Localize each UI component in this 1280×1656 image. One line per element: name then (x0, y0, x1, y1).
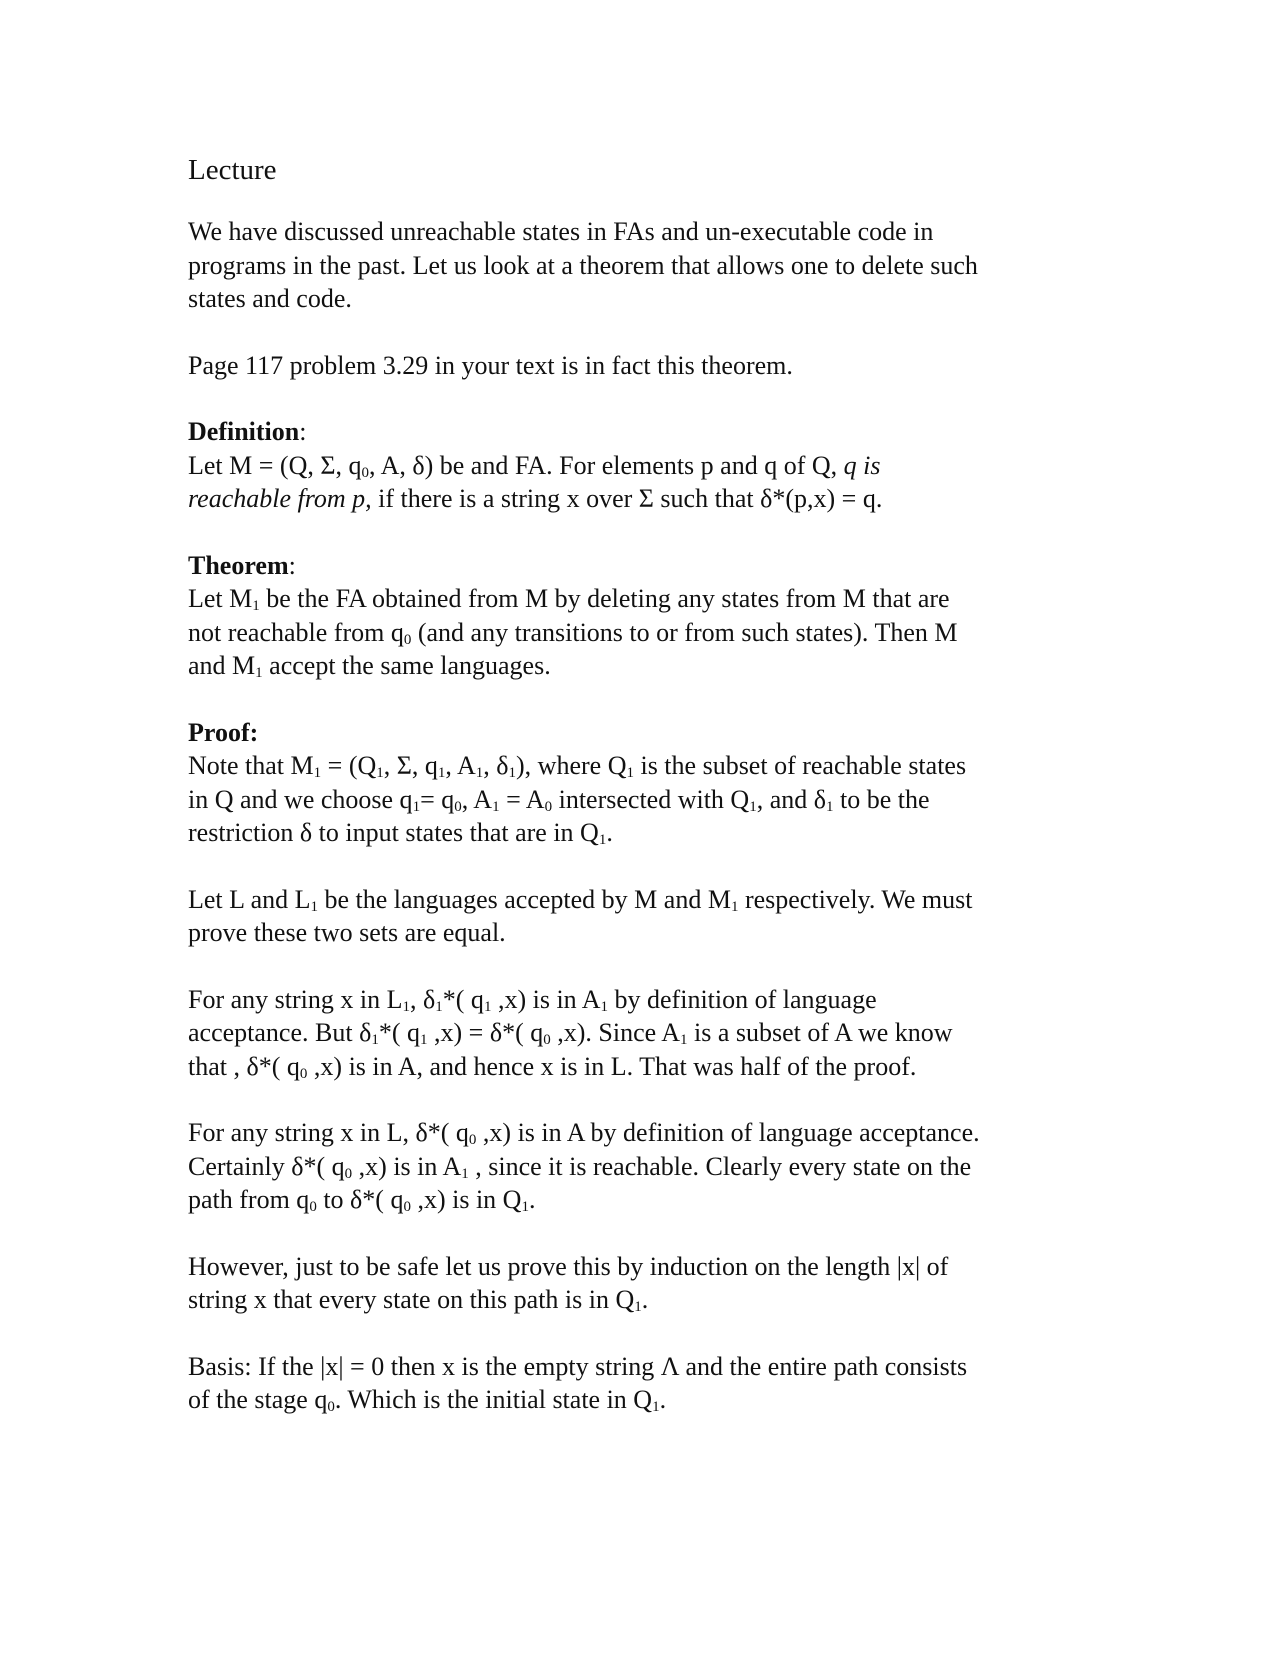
text-line: For any string x in L, δ*( $q_0$ ,x) is in A by definition of language acceptance. (188, 1118, 980, 1148)
page-reference: Page 117 problem 3.29 in your text is in fact this theorem. (188, 350, 793, 380)
text-line: For any string x in $L_1$, $\delta_1*$( $q_1$ ,x) is in $A_1$ by definition of language (188, 984, 877, 1015)
proof-paragraph-basis (188, 1350, 1088, 1417)
text-line: of the stage $q_0$. Which is the initial state in $Q_1$. (188, 1385, 667, 1415)
proof-heading-line (188, 716, 1088, 750)
proof-paragraph-languages (188, 883, 1088, 950)
text-line: in Q and we choose $q_1= q_0$, $A_1 = A_0$ intersected with $Q_1$, and $\delta_1$ to be the (188, 784, 930, 815)
text-line: string x that every state on this path is in $Q_1$. (188, 1285, 649, 1315)
text-line: However, just to be safe let us prove this by induction on the length |x| of (188, 1251, 949, 1281)
text-line: reachable from p, if there is a string x over Σ such that δ*(p,x) = q. (188, 484, 883, 513)
intro-paragraph (188, 215, 1088, 316)
text-line: We have discussed unreachable states in FAs and un-executable code in (188, 217, 934, 246)
text-line: Certainly δ*( $q_0$ ,x) is in $A_1$ , since it is reachable. Clearly every state on the (188, 1151, 972, 1182)
text-line: not reachable from $q_0$ (and any transitions to or from such states). Then M (188, 617, 958, 648)
theorem-heading-line: Theorem: (188, 550, 296, 580)
definition-section (188, 415, 1088, 516)
text-line: path from $q_0$ to δ*( $q_0$ ,x) is in $Q_1$. (188, 1185, 536, 1215)
text-line: acceptance. But $\delta_1*$( $q_1$ ,x) = δ*( $q_0$ ,x). Since $A_1$ is a subset of A we know (188, 1018, 953, 1048)
proof-heading: Proof: (188, 717, 259, 747)
text-line: and $M_1$ accept the same languages. (188, 651, 551, 681)
text-line: Let L and $L_1$ be the languages accepted by M and $M_1$ respectively. We must (188, 884, 973, 915)
text-line: programs in the past. Let us look at a theorem that allows one to delete such (188, 250, 978, 280)
theorem-section (188, 549, 1088, 683)
text-line: restriction δ to input states that are in $Q_1$. (188, 818, 613, 848)
text-line: states and code. (188, 284, 352, 313)
page-title: Lecture (188, 154, 277, 186)
document-page (188, 150, 1088, 1417)
text-line: Let $M_1$ be the FA obtained from M by deleting any states from M that are (188, 584, 950, 614)
proof-paragraph-induction (188, 1250, 1088, 1317)
proof-paragraph-first-half (188, 983, 1088, 1084)
definition-heading: Definition (188, 417, 300, 446)
text-line: Basis: If the |x| = 0 then x is the empty string Λ and the entire path consists (188, 1351, 968, 1381)
proof-paragraph-second-half (188, 1116, 1088, 1217)
text-line: that , δ*( $q_0$ ,x) is in A, and hence x is in L. That was half of the proof. (188, 1051, 917, 1082)
theorem-heading: Theorem (188, 550, 289, 580)
text-line: prove these two sets are equal. (188, 918, 506, 947)
text-line: Note that $M_1 = (Q_1$, Σ, $q_1$, $A_1$, $\delta_1$), where $Q_1$ is the subset of reachable states (188, 751, 967, 781)
proof-section (188, 716, 1088, 850)
definition-heading-line: Definition: (188, 417, 307, 446)
text-line: Let M = (Q, Σ, $q_0$, A, δ) be and FA. For elements p and q of Q, q is (188, 450, 881, 481)
